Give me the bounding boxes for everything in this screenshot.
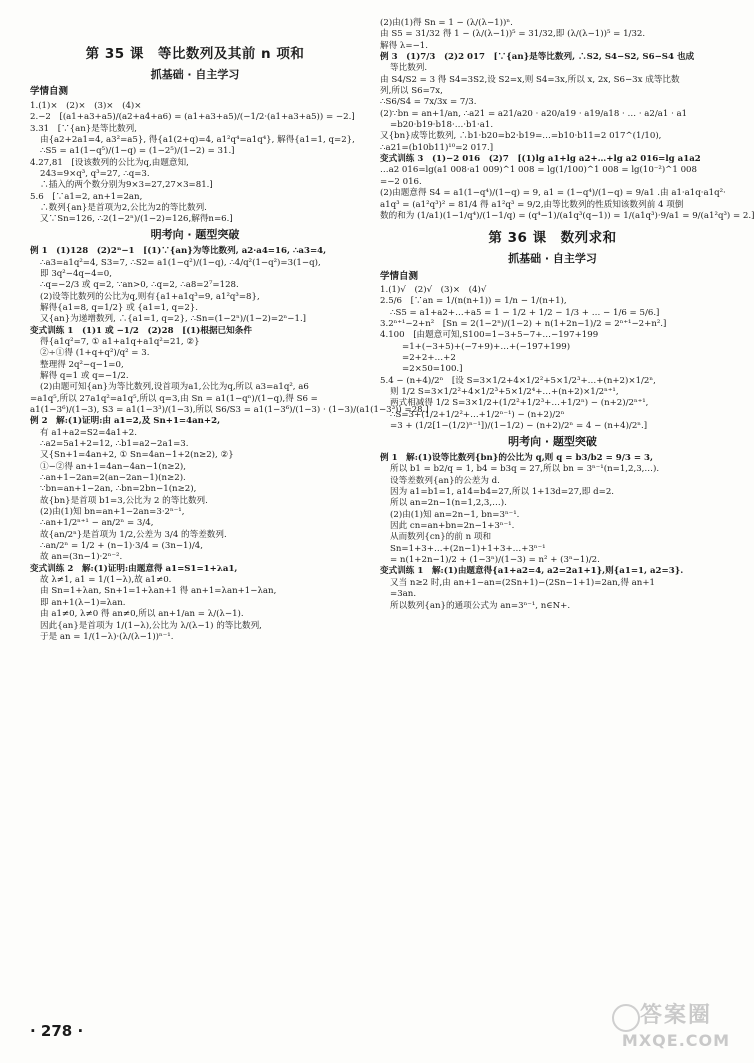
text-line: 又{bn}成等比数列, ∴b1·b20=b2·b19=…=b10·b11=2 017^(1/10), bbox=[380, 131, 662, 142]
text-line: ∴插入的两个数分别为9×3=27,27×3=81.] bbox=[40, 180, 213, 191]
text-line: 由 a1≠0, λ≠0 得 an≠0,所以 an+1/an = λ/(λ−1). bbox=[40, 609, 244, 620]
text-line: (2)由(1)得 Sn = 1 − (λ/(λ−1))ⁿ. bbox=[380, 18, 513, 28]
text-line: 故{bn}是首项 b1=3,公比为 2 的等比数列. bbox=[40, 495, 208, 506]
sub-title-self-test-36: 学情自测 bbox=[380, 270, 419, 282]
text-line: 所以 an=2n−1(n=1,2,3,…). bbox=[390, 498, 507, 509]
text-line: ∵bn=an+1−2an, ∴bn=2bn−1(n≥2), bbox=[40, 484, 197, 495]
text-line: 4.100 [由题意可知,S100=1−3+5−7+…−197+199 bbox=[380, 330, 599, 341]
text-line: 例 1 (1)128 (2)2ⁿ−1 [(1)∵{an}为等比数列, a2·a4=16, ∴a3=4, bbox=[30, 246, 327, 257]
text-line: ∴数列{an}是首项为2,公比为2的等比数列. bbox=[40, 202, 207, 213]
text-line: 设等差数列{an}的公差为 d. bbox=[390, 475, 500, 486]
text-line: 由 Sn=1+λan, Sn+1=1+λan+1 得 an+1=λan+1−λan, bbox=[40, 586, 277, 597]
self-test-block bbox=[30, 101, 360, 226]
text-line: 又{an}为递增数列, ∴{a1=1, q=2}, ∴Sn=(1−2ⁿ)/(1−2)=2ⁿ−1.] bbox=[40, 314, 307, 325]
text-line: ②÷①得 (1+q+q²)/q² = 3. bbox=[40, 348, 150, 359]
text-line: =3an. bbox=[390, 589, 417, 600]
text-line: ∴S5 = a1(1−q⁵)/(1−q) = (1−2⁵)/(1−2) = 31.] bbox=[40, 146, 235, 157]
text-line: 从而数列{cn}的前 n 项和 bbox=[390, 532, 492, 543]
text-line: 有 a1+a2=S2=4a1+2. bbox=[40, 427, 137, 438]
text-line: ∴a3=a1q²=4, S3=7, ∴S2= a1(1−q²)/(1−q), ∴4/q²(1−q²)=3(1−q), bbox=[40, 257, 321, 268]
lesson-36-title: 第 36 课 数列求和 bbox=[488, 230, 617, 247]
site-watermark bbox=[612, 1002, 740, 1058]
text-line: 例 3 (1)7/3 (2)2 017 [∵{an}是等比数列, ∴S2, S4−S2, S6−S4 也成 bbox=[380, 52, 695, 63]
text-line: 变式训练 1 (1)1 或 −1/2 (2)28 [(1)根据已知条件 bbox=[30, 325, 252, 336]
text-line: 又当 n≥2 时,由 an+1−an=(2Sn+1)−(2Sn−1+1)=2an,得 an+1 bbox=[390, 577, 655, 588]
text-line: 又∵Sn=126, ∴2(1−2ⁿ)/(1−2)=126,解得n=6.] bbox=[40, 214, 233, 225]
text-line: ∴an+1/2ⁿ⁺¹ − an/2ⁿ = 3/4, bbox=[40, 518, 154, 529]
text-line: ∴an+1−2an=2(an−2an−1)(n≥2). bbox=[40, 473, 186, 484]
lesson-35-title: 第 35 课 等比数列及其前 n 项和 bbox=[85, 46, 305, 62]
text-line: ①−②得 an+1=4an−4an−1(n≥2), bbox=[40, 461, 187, 472]
text-line: 故 λ≠1, a1 = 1/(1−λ),故 a1≠0. bbox=[40, 575, 172, 586]
text-line: a1q³ = (a1²q³)² = 81/4 得 a1²q³ = 9/2,由等比数列的性质知该数列前 4 项倒 bbox=[380, 199, 684, 210]
text-line: 整理得 2q²−q−1=0, bbox=[40, 359, 124, 370]
watermark-text: 答案圈 bbox=[639, 1003, 712, 1028]
text-line: 所以 b1 = b2/q = 1, b4 = b3q = 27,所以 bn = 3ⁿ⁻¹(n=1,2,3,…). bbox=[390, 464, 660, 475]
text-line: 4.27,81 [设该数列的公比为q,由题意知, bbox=[30, 157, 189, 168]
text-line: =3 + (1/2[1−(1/2)ⁿ⁻¹])/(1−1/2) − (n+2)/2ⁿ = 4 − (n+4)/2ⁿ.] bbox=[390, 421, 648, 432]
text-line: 解得 λ=−1. bbox=[380, 40, 428, 51]
text-line: a1(1−3⁶)/(1−3), S3 = a1(1−3³)/(1−3),所以 S6/S3 = a1(1−3⁶)/(1−3) · (1−3)/(a1(1−3³)) =28.] bbox=[30, 404, 429, 415]
section-title-basics-36: 抓基础 · 自主学习 bbox=[508, 252, 597, 265]
text-line: =2×50=100.] bbox=[402, 364, 463, 375]
continued-block bbox=[380, 18, 754, 222]
text-line: =a1q⁵,所以 27a1q²=a1q⁵,所以 q=3,由 Sn = a1(1−qⁿ)/(1−q),得 S6 = bbox=[30, 393, 318, 404]
text-line: 得{a1q²=7, ① a1+a1q+a1q²=21, ②} bbox=[40, 336, 200, 347]
text-line: ∴an/2ⁿ = 1/2 + (n−1)·3/4 = (3n−1)/4, bbox=[40, 541, 203, 552]
text-line: =−2 016. bbox=[380, 176, 422, 187]
text-line: 因此 cn=an+bn=2n−1+3ⁿ⁻¹. bbox=[390, 521, 515, 532]
text-line: 2.−2 [(a1+a3+a5)/(a2+a4+a6) = (a1+a3+a5)/(−1/2·(a1+a3+a5)) = −2.] bbox=[30, 112, 355, 123]
text-line: =b20·b19·b18·…·b1·a1. bbox=[390, 120, 494, 131]
text-line: 变式训练 2 解:(1)证明:由题意得 a1=S1=1+λa1, bbox=[30, 563, 238, 574]
text-line: 5.4 − (n+4)/2ⁿ [设 S=3×1/2+4×1/2²+5×1/2³+…+(n+2)×1/2ⁿ, bbox=[380, 375, 656, 386]
text-line: (2)设等比数列的公比为q,则有{a1+a1q³=9, a1²q³=8}, bbox=[40, 291, 260, 302]
text-line: 1.(1)√ (2)√ (3)× (4)√ bbox=[380, 285, 487, 296]
sub-title-self-test: 学情自测 bbox=[30, 86, 69, 98]
text-line: 解得{a1=8, q=1/2} 或 {a1=1, q=2}. bbox=[40, 302, 198, 313]
text-line: ∴a21=(b10b11)¹⁰=2 017.] bbox=[380, 142, 494, 153]
text-line: 1.(1)× (2)× (3)× (4)× bbox=[30, 100, 142, 111]
text-line: 由 S4/S2 = 3 得 S4=3S2,设 S2=x,则 S4=3x,所以 x, 2x, S6−3x 成等比数 bbox=[380, 74, 680, 85]
text-line: (2)由题可知{an}为等比数列,设首项为a1,公比为q,所以 a3=a1q², a6 bbox=[40, 382, 309, 393]
section-title-practice-36: 明考向 · 题型突破 bbox=[508, 434, 597, 448]
text-line: 即 an+1(λ−1)=λan. bbox=[40, 597, 126, 608]
right-column bbox=[380, 18, 754, 612]
text-line: 等比数列. bbox=[390, 63, 428, 74]
section-title-basics: 抓基础 · 自主学习 bbox=[150, 67, 240, 81]
text-line: (2)由(1)知 an=2n−1, bn=3ⁿ⁻¹. bbox=[390, 509, 520, 520]
text-line: ∴S5 = a1+a2+…+a5 = 1 − 1/2 + 1/2 − 1/3 + … − 1/6 = 5/6.] bbox=[390, 307, 660, 318]
practice-block-36 bbox=[380, 453, 725, 612]
text-line: 例 1 解:(1)设等比数列{bn}的公比为 q,则 q = b3/b2 = 9/3 = 3, bbox=[380, 453, 654, 464]
text-line: Sn=1+3+…+(2n−1)+1+3+…+3ⁿ⁻¹ bbox=[390, 543, 546, 554]
text-line: 2.5/6 [∵an = 1/(n(n+1)) = 1/n − 1/(n+1), bbox=[380, 296, 567, 307]
text-line: 243=9×q³, q³=27, ∴q=3. bbox=[40, 168, 150, 179]
text-line: ∴a2=5a1+2=12, ∴b1=a2−2a1=3. bbox=[40, 439, 189, 449]
text-line: =2+2+…+2 bbox=[402, 353, 456, 364]
text-line: 3.2ⁿ⁺¹−2+n² [Sn = 2(1−2ⁿ)/(1−2) + n(1+2n−1)/2 = 2ⁿ⁺¹−2+n².] bbox=[380, 319, 667, 330]
text-line: =1+(−3+5)+(−7+9)+…+(−197+199) bbox=[402, 341, 571, 352]
text-line: = n(1+2n−1)/2 + (1−3ⁿ)/(1−3) = n² + (3ⁿ−1)/2. bbox=[390, 555, 600, 566]
text-line: (2)由题意得 S4 = a1(1−q⁴)/(1−q) = 9, a1 = (1−q⁴)/(1−q) = 9/a1 .由 a1·a1q·a1q²· bbox=[380, 188, 726, 199]
text-line: 因此{an}是首项为 1/(1−λ),公比为 λ/(λ−1) 的等比数列, bbox=[40, 620, 262, 631]
watermark-url: MXQE.COM bbox=[621, 1031, 731, 1050]
text-line: 故 an=(3n−1)·2ⁿ⁻². bbox=[40, 552, 123, 563]
section-title-practice: 明考向 · 题型突破 bbox=[150, 227, 240, 241]
text-line: ∴S6/S4 = 7x/3x = 7/3. bbox=[380, 97, 477, 108]
text-line: 5.6 [∵a1=2, an+1=2an, bbox=[30, 191, 143, 202]
text-line: 列,所以 S6=7x, bbox=[380, 86, 443, 97]
watermark-circle-icon bbox=[612, 1004, 640, 1032]
text-line: ∴S=3+(1/2+1/2²+…+1/2ⁿ⁻¹) − (n+2)/2ⁿ bbox=[390, 409, 565, 420]
text-line: (2)由(1)知 bn=an+1−2an=3·2ⁿ⁻¹, bbox=[40, 507, 185, 518]
text-line: …a2 016=lg(a1 008·a1 009)^1 008 = lg(1/100)^1 008 = lg(10⁻²)^1 008 bbox=[380, 165, 697, 176]
text-line: 则 1/2 S=3×1/2²+4×1/2³+5×1/2⁴+…+(n+2)×1/2ⁿ⁺¹, bbox=[390, 387, 619, 398]
text-line: 变式训练 3 (1)−2 016 (2)7 [(1)lg a1+lg a2+…+lg a2 016=lg a1a2 bbox=[380, 154, 701, 165]
text-line: 数的和为 (1/a1)(1−1/q⁴)/(1−1/q) = (q⁴−1)/(a1q³(q−1)) = 1/(a1q³)·9/a1 = 9/(a1²q³) = 2.] bbox=[380, 210, 754, 221]
text-line: 变式训练 1 解:(1)由题意得{a1+a2=4, a2=2a1+1},则{a1=1, a2=3}. bbox=[380, 566, 684, 577]
text-line: (2)∵bn = an+1/an, ∴a21 = a21/a20 · a20/a19 · a19/a18 · … · a2/a1 · a1 bbox=[380, 108, 688, 119]
text-line: 因为 a1=b1=1, a14=b4=27,所以 1+13d=27,即 d=2. bbox=[390, 487, 615, 498]
self-test-block-36 bbox=[380, 285, 725, 432]
text-line: 又{Sn+1=4an+2, ① Sn=4an−1+2(n≥2), ②} bbox=[40, 450, 234, 461]
text-line: 故{an/2ⁿ}是首项为 1/2,公差为 3/4 的等差数列. bbox=[40, 529, 227, 540]
text-line: ∴q=−2/3 或 q=2, ∵an>0, ∴q=2, ∴a8=2⁷=128. bbox=[40, 280, 239, 291]
text-line: 由{a2+2a1=4, a3²=a5}, 得{a1(2+q)=4, a1²q⁴=a1q⁴}, 解得{a1=1, q=2}, bbox=[40, 134, 355, 145]
text-line: 例 2 解:(1)证明:由 a1=2,及 Sn+1=4an+2, bbox=[30, 416, 221, 427]
page-number: · 278 · bbox=[30, 1022, 84, 1040]
text-line: 所以数列{an}的通项公式为 an=3ⁿ⁻¹, n∈N+. bbox=[390, 600, 571, 611]
text-line: 3.31 [∵{an}是等比数列, bbox=[30, 123, 137, 134]
text-line: 于是 an = 1/(1−λ)·(λ/(λ−1))ⁿ⁻¹. bbox=[40, 631, 174, 642]
text-line: 解得 q=1 或 q=−1/2. bbox=[40, 370, 129, 381]
text-line: 即 3q²−4q−4=0, bbox=[40, 268, 112, 279]
text-line: 由 S5 = 31/32 得 1 − (λ/(λ−1))⁵ = 31/32,即 (λ/(λ−1))⁵ = 1/32. bbox=[380, 29, 646, 40]
text-line: 两式相减得 1/2 S=3×1/2+(1/2²+1/2³+…+1/2ⁿ) − (n+2)/2ⁿ⁺¹, bbox=[390, 398, 649, 409]
